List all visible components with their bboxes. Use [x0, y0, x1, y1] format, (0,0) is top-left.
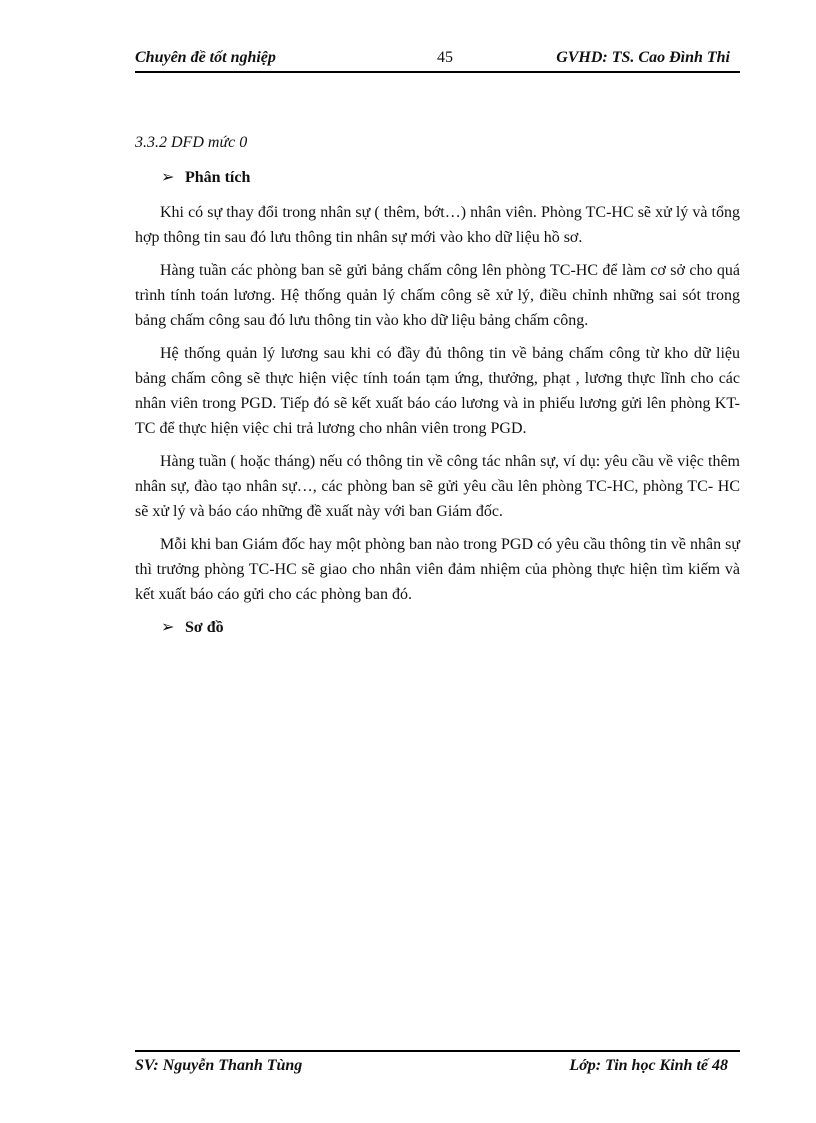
- bullet-analysis-label: Phân tích: [185, 169, 251, 186]
- footer-student: SV: Nguyễn Thanh Tùng: [135, 1057, 303, 1074]
- section-title: 3.3.2 DFD mức 0: [135, 134, 248, 151]
- paragraph-1: Khi có sự thay đổi trong nhân sự ( thêm, bớt…) nhân viên. Phòng TC-HC sẽ xử lý và tổng hợp thông tin sau đó lưu thông tin nhân sự mới vào kho dữ liệu hồ sơ.: [135, 204, 740, 246]
- bullet-analysis: [135, 165, 740, 190]
- page-content: [135, 130, 740, 650]
- arrow-bullet-icon: ➢: [161, 619, 175, 636]
- header-supervisor: GVHD: TS. Cao Đình Thi: [556, 49, 730, 66]
- bullet-diagram-label: Sơ đồ: [185, 619, 224, 636]
- page-header: [135, 47, 740, 73]
- paragraph-5: Mỗi khi ban Giám đốc hay một phòng ban nào trong PGD có yêu cầu thông tin về nhân sự thì trưởng phòng TC-HC sẽ giao cho nhân viên đảm nhiệm của phòng thực hiện tìm kiếm và kết xuất báo cáo gửi cho các phòng ban đó.: [135, 536, 740, 603]
- bullet-diagram: [135, 615, 740, 640]
- header-document-type: Chuyên đề tốt nghiệp: [135, 49, 276, 66]
- header-page-number: 45: [437, 49, 453, 66]
- page-footer: [135, 1050, 740, 1080]
- arrow-bullet-icon: ➢: [161, 169, 175, 186]
- footer-class: Lớp: Tin học Kinh tế 48: [569, 1057, 728, 1074]
- paragraph-4: Hàng tuần ( hoặc tháng) nếu có thông tin về công tác nhân sự, ví dụ: yêu cầu về việc thêm nhân sự, đào tạo nhân sự…, các phòng ban sẽ gửi yêu cầu lên phòng TC-HC, phòng TC- HC sẽ xử lý và báo cáo những đề xuất này với ban Giám đốc.: [135, 453, 740, 520]
- paragraph-2: Hàng tuần các phòng ban sẽ gửi bảng chấm công lên phòng TC-HC để làm cơ sở cho quá trình tính toán lương. Hệ thống quản lý chấm công sẽ xử lý, điều chỉnh những sai sót trong bảng chấm công sau đó lưu thông tin vào kho dữ liệu bảng chấm công.: [135, 262, 740, 329]
- paragraph-3: Hệ thống quản lý lương sau khi có đầy đủ thông tin về bảng chấm công từ kho dữ liệu bảng chấm công sẽ thực hiện việc tính toán tạm ứng, thưởng, phạt , lương thực lĩnh cho các nhân viên trong PGD. Tiếp đó sẽ kết xuất báo cáo lương và in phiếu lương gửi lên phòng KT-TC để thực hiện việc chi trả lương cho nhân viên trong PGD.: [135, 345, 740, 437]
